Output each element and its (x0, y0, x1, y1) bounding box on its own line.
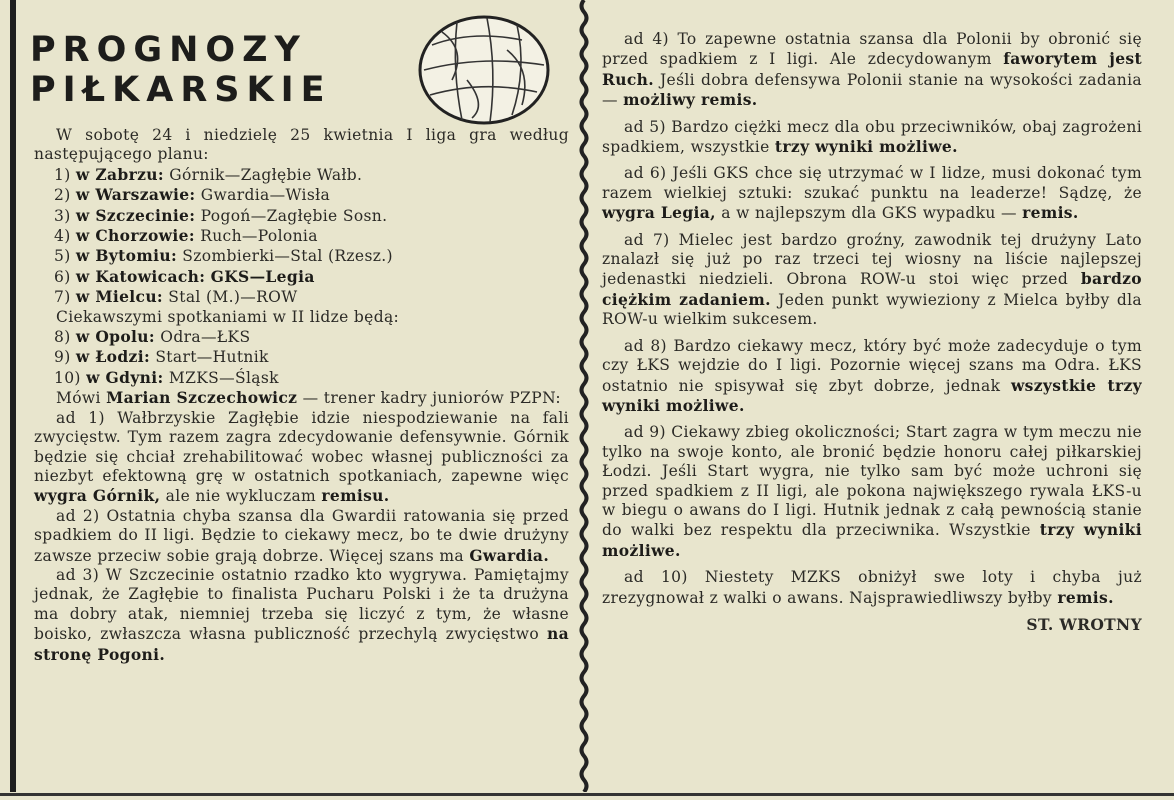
match-number: 8) (54, 328, 71, 347)
text-segment: Jeden punkt wywieziony z Mielca byłby dla ROW-u wielkim sukcesem. (602, 290, 1143, 329)
first-league-schedule (34, 165, 569, 308)
match-teams: Szombierki—Stal (Rzesz.) (182, 247, 393, 266)
prediction-paragraph (602, 118, 1142, 158)
match-teams: MZKS—Śląsk (168, 368, 279, 387)
match-number: 5) (54, 247, 71, 266)
author-signature: ST. WROTNY (1026, 614, 1142, 634)
intro-paragraph: W sobotę 24 i niedzielę 25 kwietnia I liga gra według następującego planu: (34, 126, 569, 164)
text-segment: ad 8) Bardzo ciekawy mecz, który być może zadecyduje o tym czy ŁKS wejdzie do I ligi. Pozornie więcej szans ma Odra. ŁKS ostatnio nie spisywał się zbyt dobrze, jednak (602, 336, 1142, 395)
match-teams: Start—Hutnik (155, 348, 269, 367)
bottom-rule (0, 793, 1174, 796)
match-teams: Pogoń—Zagłębie Sosn. (200, 206, 388, 225)
match-number: 3) (54, 206, 71, 225)
emphasis-text: remisu. (321, 486, 390, 506)
match-teams: Odra—ŁKS (160, 328, 251, 347)
text-segment: — trener kadry juniorów PZPN: (297, 389, 562, 408)
wavy-column-divider (577, 0, 591, 792)
text-segment: ad 1) Wałbrzyskie Zagłębie idzie niespodziewanie na fali zwycięstw. Tym razem zagra zdecydowanie defensywnie. Górnik będzie się chciał zrehabilitować wobec własnej publiczności za niezbyt efektowną grę w ostatnich spotkaniach, zapewne więc (34, 408, 569, 485)
prediction-paragraph (602, 30, 1142, 111)
match-teams: Górnik—Zagłębie Wałb. (169, 165, 363, 184)
match-teams: Ruch—Polonia (200, 227, 318, 246)
second-league-heading: Ciekawszymi spotkaniami w II lidze będą: (56, 307, 400, 326)
emphasis-text: remis. (1022, 203, 1079, 223)
text-segment: a w najlepszym dla GKS wypadku — (715, 204, 1023, 223)
match-city: w Katowicach: (75, 266, 206, 286)
match-city: w Opolu: (75, 327, 155, 347)
match-number: 10) (54, 368, 81, 387)
match-city: w Warszawie: (75, 185, 196, 205)
match-city: w Mielcu: (75, 287, 164, 307)
prediction-paragraph (602, 337, 1142, 417)
prediction-paragraph (34, 409, 569, 507)
text-segment: Jeśli dobra defensywa Polonii stanie na wysokości zadania — (602, 70, 1142, 110)
emphasis-text: trzy wyniki możliwe. (774, 137, 958, 157)
match-number: 2) (54, 186, 71, 205)
match-teams: GKS—Legia (210, 266, 315, 286)
prediction-paragraph (34, 507, 569, 566)
emphasis-text: Marian Szczechowicz (106, 388, 298, 408)
title-line-1: PROGNOZY (30, 30, 307, 70)
match-city: w Łodzi: (75, 347, 151, 367)
match-city: w Bytomiu: (75, 246, 178, 266)
left-column (34, 126, 569, 665)
schedule-item (54, 226, 569, 246)
prediction-paragraph (602, 164, 1142, 223)
match-city: w Gdyni: (86, 367, 164, 387)
match-teams: Stal (M.)—ROW (168, 288, 298, 307)
emphasis-text: trzy wyniki możliwe. (602, 520, 1143, 560)
schedule-item (54, 185, 569, 205)
emphasis-text: wygra Górnik, (34, 486, 161, 506)
football-illustration (412, 10, 557, 128)
left-predictions (34, 409, 569, 665)
match-number: 4) (54, 227, 71, 246)
prediction-paragraph (602, 568, 1142, 608)
text-segment: ad 10) Niestety MZKS obniżył swe loty i chyba już zrezygnował z walki o awans. Najsprawiedliwszy byłby (602, 568, 1142, 607)
schedule-item (54, 165, 569, 185)
prediction-paragraph (602, 231, 1142, 330)
match-number: 6) (54, 267, 71, 286)
match-number: 7) (54, 288, 71, 307)
second-league-schedule (34, 327, 569, 388)
match-city: w Szczecinie: (75, 205, 196, 225)
text-segment: ad 7) Mielec jest bardzo groźny, zawodnik tej drużyny Lato znalazł się już po raz trzeci tej wiosny na liście najlepszej jedenastki niedzieli. Obrona ROW-u stoi więc przed (602, 230, 1142, 289)
emphasis-text: remis. (1057, 587, 1114, 607)
text-segment: ad 9) Ciekawy zbieg okoliczności; Start zagra w tym meczu nie tylko na swoje konto, ale bronić będzie honoru całej piłkarskiej Łodzi. Jeśli Start wygra, nie tylko sam być może uchroni się przed spadkiem z II ligi, ale pokona największego rywala ŁKS-u w biegu o awans do I ligi. Hutnik jednak z całą pewnością stanie do walki bez respektu dla przeciwnika. Wszystkie (602, 423, 1142, 540)
right-predictions (602, 30, 1142, 608)
emphasis-text: bardzo ciężkim zadaniem. (602, 269, 1142, 309)
text-segment: ad 3) W Szczecinie ostatnio rzadko kto wygrywa. Pamiętajmy jednak, że Zagłębie to finalista Pucharu Polski i że ta drużyna ma dobry atak, niemniej trzeba się liczyć z tym, że własne boisko, zwłaszcza własna publiczność przechylą zwycięstwo (34, 565, 569, 644)
schedule-item (54, 246, 569, 266)
text-segment: ad 6) Jeśli GKS chce się utrzymać w I lidze, musi dokonać tym razem wielkiej sztuki: szukać punktu na leaderze! Sądzę, że (602, 164, 1142, 202)
prediction-paragraph (34, 566, 569, 665)
match-teams: Gwardia—Wisła (200, 186, 331, 205)
text-segment: ad 2) Ostatnia chyba szansa dla Gwardii ratowania się przed spadkiem do II ligi. Będzie to ciekawy mecz, bo te dwie drużyny zawsze przeciw sobie grają dobrze. Więcej szans ma (34, 506, 569, 565)
match-city: w Zabrzu: (75, 164, 164, 184)
text-segment: ad 5) Bardzo ciężki mecz dla obu przeciwników, obaj zagrożeni spadkiem, wszystkie (602, 117, 1142, 157)
left-border-rule (10, 0, 16, 792)
emphasis-text: wszystkie trzy wyniki możliwe. (602, 375, 1142, 415)
schedule-item (54, 206, 569, 226)
schedule-item (54, 267, 569, 287)
schedule-item (54, 368, 569, 388)
schedule-item (54, 347, 569, 367)
emphasis-text: faworytem jest Ruch. (602, 49, 1142, 89)
speaker-paragraph (34, 388, 569, 408)
title-line-2: PIŁKARSKIE (30, 70, 332, 110)
article-title (30, 30, 332, 110)
right-column (602, 30, 1142, 634)
text-segment: ad 4) To zapewne ostatnia szansa dla Polonii by obronić się przed spadkiem z I ligi. Ale zdecydowanym (602, 30, 1142, 69)
schedule-item (54, 287, 569, 307)
text-segment: ale nie wykluczam (160, 487, 322, 506)
emphasis-text: Gwardia. (469, 545, 550, 565)
match-number: 9) (54, 348, 71, 367)
match-number: 1) (54, 165, 71, 184)
emphasis-text: wygra Legia, (602, 203, 716, 223)
match-city: w Chorzowie: (75, 226, 195, 246)
emphasis-text: na stronę Pogoni. (34, 624, 569, 664)
schedule-item (54, 327, 569, 347)
emphasis-text: możliwy remis. (623, 90, 758, 110)
prediction-paragraph (602, 423, 1142, 561)
text-segment: Mówi (56, 389, 107, 408)
